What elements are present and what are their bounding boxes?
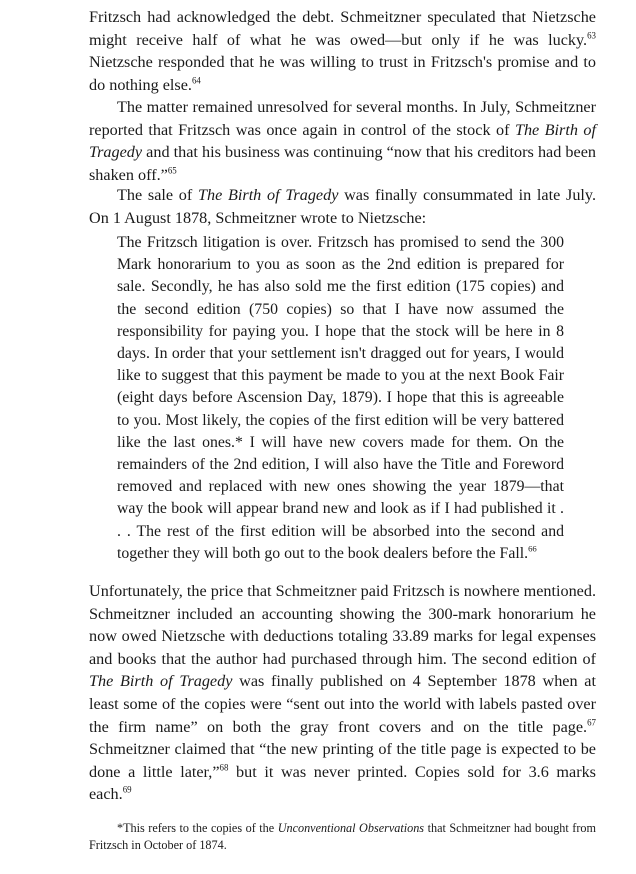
paragraph-text: but it was never printed. Copies sold for 3.6 marks each. [89, 762, 596, 804]
footnote [89, 820, 596, 854]
note-ref-69: 69 [122, 784, 132, 795]
paragraph-text: Schmeitzner claimed that “the new printing of the title page is expected to be done a little later,” [89, 740, 596, 781]
note-ref-66: 66 [528, 543, 537, 554]
footnote-title: Unconventional Observations [277, 821, 425, 835]
note-ref-63: 63 [587, 30, 596, 41]
paragraph-text: and that his business was continuing “now that his creditors had been shaken off.” [89, 143, 596, 184]
book-title: The Birth of Tragedy [89, 120, 596, 162]
quote-text: The Fritzsch litigation is over. Fritzsch has promised to send the 300 Mark honorarium to you as soon as the 2nd edition is prepared for sale. Secondly, he has also sold me the first edition (175 copies) and the second edition (750 copies) so that I have now assumed the responsibility for paying you. I hope that the stock will be here in 8 days. In order that your settlement isn't dragged out for years, I would like to suggest that this payment be made to you at the next Book Fair (eight days before Ascension Day, 1879). I hope that this is agreeable to you. Most likely, the copies of the first edition will be very battered like the last ones.* I will have new covers made for them. On the remainders of the 2nd edition, I will also have the Title and Foreword removed and replaced with new ones showing the year 1879—that way the book will appear brand new and look as if I had published it . . . The rest of the first edition will be absorbed into the second and together they will both go out to the book dealers before the Fall. [117, 234, 564, 562]
paragraph-text: was finally consummated in late July. On 1 August 1878, Schmeitzner wrote to Nietzsche: [89, 186, 596, 227]
book-title: The Birth of Tragedy [198, 186, 339, 204]
paragraph-text: was finally published on 4 September 1878 when at least some of the copies were “sent out into the world with labels pasted over the firm name” on both the gray front covers and on the title page. [89, 672, 596, 736]
paragraph-text: The sale of [117, 186, 198, 204]
book-title: The Birth of Tragedy [89, 672, 233, 691]
footnote-text: that Schmeitzner had bought from Fritzsch in October of 1874. [89, 821, 596, 852]
paragraph-text: Nietzsche responded that he was willing to trust in Fritzsch's promise and to do nothing else. [89, 53, 596, 94]
block-quote-letter [117, 232, 564, 565]
paragraph-text: Unfortunately, the price that Schmeitzner paid Fritzsch is nowhere mentioned. Schmeitzner included an accounting showing the 300-mark honorarium he now owed Nietzsche with deductions totaling 33.89 marks for legal expenses and books that the author had purchased through him. The second edition of [89, 582, 596, 668]
note-ref-64: 64 [191, 75, 201, 86]
footnote-text: *This refers to the copies of the [117, 821, 278, 835]
paragraph-text: Fritzsch had acknowledged the debt. Schmeitzner speculated that Nietzsche might receive half of what he was owed—but only if he was lucky. [89, 8, 596, 49]
paragraph-price [89, 580, 596, 806]
note-ref-68: 68 [219, 762, 229, 773]
note-ref-67: 67 [587, 717, 596, 728]
note-ref-65: 65 [167, 165, 177, 176]
paragraph-unresolved [89, 96, 596, 186]
paragraph-sale [89, 184, 596, 229]
paragraph-debt [89, 6, 596, 96]
paragraph-text: The matter remained unresolved for several months. In July, Schmeitzner reported that Fritzsch was once again in control of the stock of [89, 98, 596, 139]
